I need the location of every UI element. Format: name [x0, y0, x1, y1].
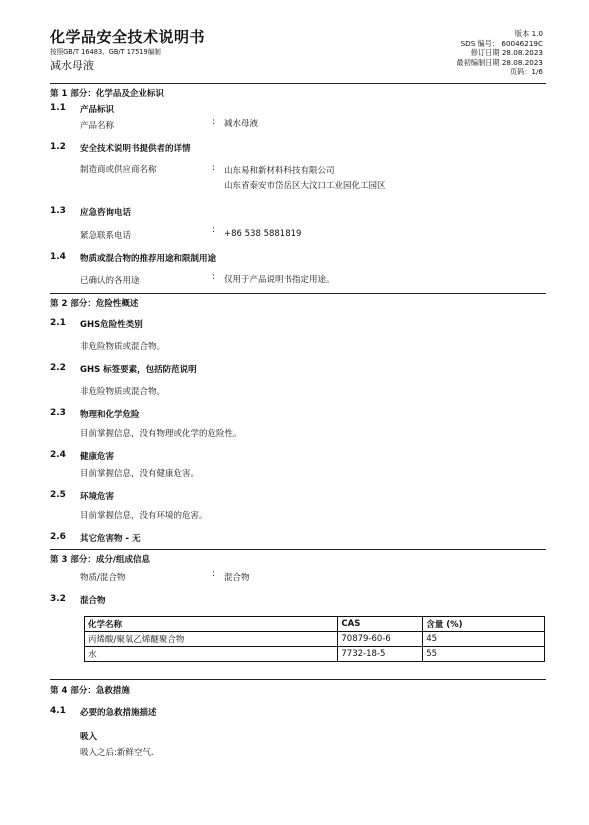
s2-4-title: 健康危害 — [80, 452, 115, 462]
version: 版本 1.0 — [514, 29, 543, 38]
table-header-cell: 化学名称 — [85, 617, 338, 632]
emergency-phone-label: 紧急联系电话 — [80, 231, 132, 241]
s2-3-title: 物理和化学危险 — [80, 410, 140, 420]
colon: : — [212, 225, 215, 235]
s1-1-number: 1.1 — [50, 103, 66, 113]
s2-6-title: 其它危害物 - 无 — [80, 534, 141, 544]
company-address: 山东省泰安市岱岳区大汶口工业园化工园区 — [224, 181, 386, 191]
sds-number: SDS 编号： 60046219C — [460, 38, 543, 48]
standard-note: 按照GB/T 16483、GB/T 17519编制 — [50, 48, 161, 56]
s2-2-text: 非危险物质或混合物。 — [80, 387, 166, 397]
table-header-cell: CAS — [338, 617, 423, 632]
s2-5-number: 2.5 — [50, 490, 66, 500]
colon: : — [212, 163, 215, 173]
table-cell: 55 — [423, 647, 545, 662]
header-product-name: 减水母液 — [50, 59, 94, 72]
s4-1-number: 4.1 — [50, 706, 66, 716]
composition-table — [84, 616, 545, 662]
s1-4-title: 物质或混合物的推荐用途和限制用途 — [80, 254, 217, 264]
s2-2-title: GHS 标签要素，包括防范说明 — [80, 365, 197, 375]
s1-4-number: 1.4 — [50, 252, 66, 262]
s1-2-title: 安全技术说明书提供者的详情 — [80, 144, 191, 154]
s2-3-number: 2.3 — [50, 408, 66, 418]
table-cell: 丙烯酸/聚氧乙烯醚聚合物 — [85, 632, 338, 647]
divider — [50, 293, 546, 294]
table-header-row — [85, 617, 545, 632]
s2-1-number: 2.1 — [50, 318, 66, 328]
colon: : — [212, 117, 215, 127]
section-2-title: 第 2 部分：危险性概述 — [50, 299, 139, 309]
inhalation-title: 吸入 — [80, 732, 98, 742]
section-4-title: 第 4 部分：急救措施 — [50, 686, 130, 696]
revision-date: 修订日期 28.08.2023 — [470, 48, 543, 57]
uses-value: 仅用于产品说明书指定用途。 — [224, 275, 335, 285]
s1-3-title: 应急咨询电话 — [80, 208, 132, 218]
s3-2-title: 混合物 — [80, 596, 106, 606]
product-name-label: 产品名称 — [80, 121, 115, 131]
table-row — [85, 647, 545, 662]
table-cell: 7732-18-5 — [338, 647, 423, 662]
s1-2-number: 1.2 — [50, 142, 66, 152]
first-date: 最初编制日期 28.08.2023 — [456, 57, 543, 67]
colon: : — [212, 272, 215, 282]
s2-1-text: 非危险物质或混合物。 — [80, 342, 166, 352]
table-header-cell: 含量 (%) — [423, 617, 545, 632]
s2-4-text: 目前掌握信息，没有健康危害。 — [80, 469, 200, 479]
manufacturer-label: 制造商或供应商名称 — [80, 165, 157, 175]
s2-1-title: GHS危险性类别 — [80, 320, 143, 330]
s2-3-text: 目前掌握信息，没有物理或化学的危险性。 — [80, 429, 242, 439]
product-name-value: 减水母液 — [224, 119, 259, 129]
table-cell: 45 — [423, 632, 545, 647]
inhalation-text: 吸入之后:新鲜空气. — [80, 748, 154, 758]
company-name: 山东易和新材料科技有限公司 — [224, 166, 335, 176]
s2-6-number: 2.6 — [50, 532, 66, 542]
s3-2-number: 3.2 — [50, 594, 66, 604]
uses-label: 已确认的各用途 — [80, 276, 140, 286]
table-cell: 水 — [85, 647, 338, 662]
emergency-phone-value: +86 538 5881819 — [224, 229, 302, 239]
s2-5-text: 目前掌握信息，没有环境的危害。 — [80, 511, 208, 521]
divider — [50, 83, 546, 84]
section-3-title: 第 3 部分：成分/组成信息 — [50, 555, 150, 565]
document-title: 化学品安全技术说明书 — [50, 28, 206, 46]
divider — [50, 549, 546, 550]
section-1-title: 第 1 部分：化学品及企业标识 — [50, 89, 164, 99]
s2-2-number: 2.2 — [50, 363, 66, 373]
table-cell: 70879-60-6 — [338, 632, 423, 647]
substance-mixture-value: 混合物 — [224, 573, 250, 583]
table-row — [85, 632, 545, 647]
page-number: 页码：1/6 — [509, 67, 543, 76]
substance-mixture-label: 物质/混合物 — [80, 573, 126, 583]
s1-1-title: 产品标识 — [80, 105, 115, 115]
s2-5-title: 环境危害 — [80, 492, 115, 502]
s1-3-number: 1.3 — [50, 206, 66, 216]
s4-1-title: 必要的急救措施描述 — [80, 708, 157, 718]
s2-4-number: 2.4 — [50, 450, 66, 460]
divider — [50, 679, 546, 680]
colon: : — [212, 569, 215, 579]
